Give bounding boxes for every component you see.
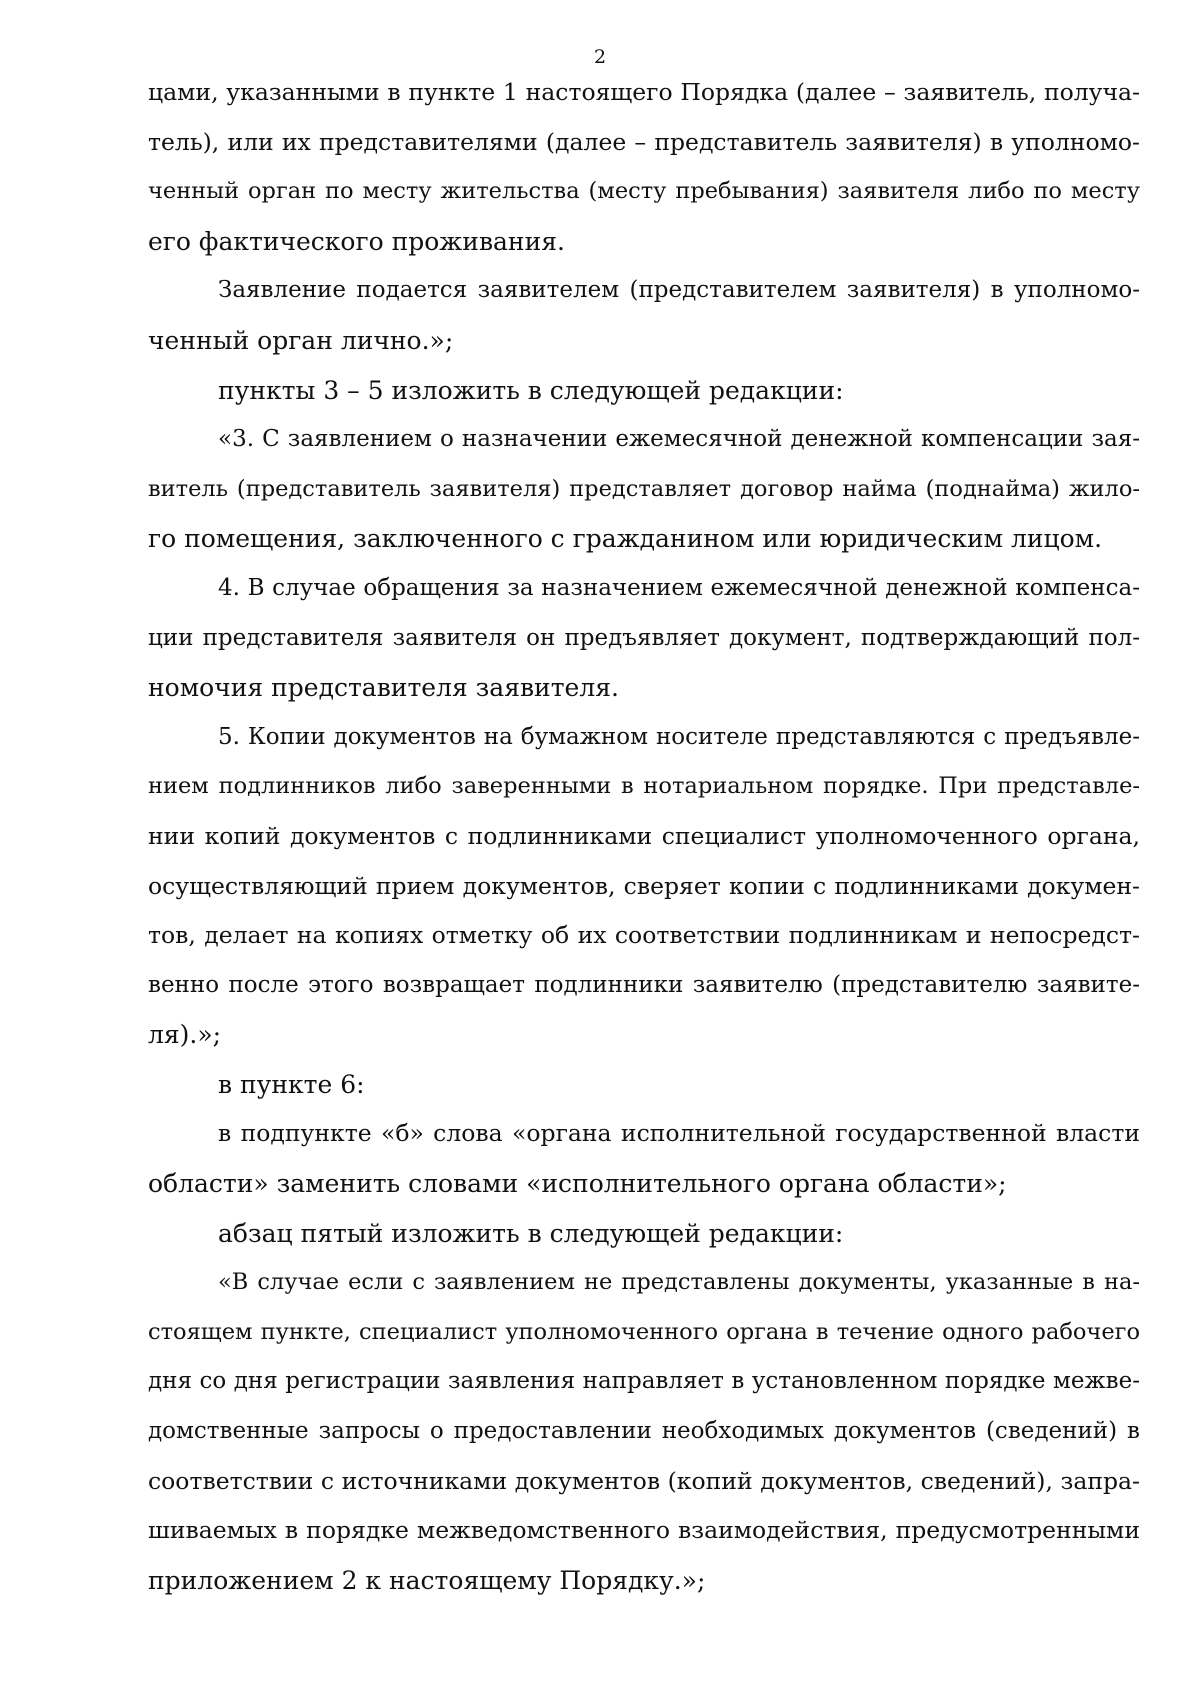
text-line: области» заменить словами «исполнительного органа области»; [148, 1169, 1007, 1199]
text-line: тель), или их представителями (далее – представитель заявителя) в уполномо- [148, 127, 1140, 156]
text-line: Заявление подается заявителем (представителем заявителя) в уполномо- [218, 277, 1140, 304]
text-line: номочия представителя заявителя. [148, 673, 619, 703]
text-line: соответствии с источниками документов (копий документов, сведений), запра- [148, 1466, 1140, 1495]
text-line: в пункте 6: [218, 1069, 365, 1099]
text-line: осуществляющий прием документов, сверяет копии с подлинниками докумен- [148, 871, 1140, 900]
text-line: 4. В случае обращения за назначением ежемесячной денежной компенса- [218, 574, 1140, 601]
text-line: его фактического проживания. [148, 226, 565, 256]
text-line: абзац пятый изложить в следующей редакции: [218, 1218, 844, 1248]
text-line: витель (представитель заявителя) представляет договор найма (поднайма) жило- [148, 475, 1140, 502]
text-line: ции представителя заявителя он предъявляет документ, подтверждающий пол- [148, 624, 1140, 651]
text-line: 5. Копии документов на бумажном носителе представляются с предъявле- [218, 723, 1140, 750]
text-line: нии копий документов с подлинниками специалист уполномоченного органа, [148, 821, 1140, 850]
text-line: в подпункте «б» слова «органа исполнительной государственной власти [218, 1119, 1140, 1148]
text-line: стоящем пункте, специалист уполномоченного органа в течение одного рабочего [148, 1318, 1140, 1345]
text-line: приложением 2 к настоящему Порядку.»; [148, 1565, 706, 1595]
text-line: дня со дня регистрации заявления направляет в установленном порядке межве- [148, 1368, 1140, 1395]
text-line: «3. С заявлением о назначении ежемесячной денежной компенсации зая- [218, 426, 1140, 453]
text-line: «В случае если с заявлением не представлены документы, указанные в на- [218, 1269, 1140, 1296]
page-number: 2 [593, 46, 607, 68]
document-body [148, 68, 1140, 1605]
text-line: тов, делает на копиях отметку об их соответствии подлинникам и непосредст- [148, 921, 1140, 950]
text-line: цами, указанными в пункте 1 настоящего Порядка (далее – заявитель, получа- [148, 78, 1140, 106]
text-line: ченный орган по месту жительства (месту пребывания) заявителя либо по месту [148, 178, 1140, 205]
text-line: нием подлинников либо заверенными в нотариальном порядке. При представле- [148, 773, 1140, 800]
text-line: пункты 3 – 5 изложить в следующей редакции: [218, 375, 844, 405]
text-line: ченный орган лично.»; [148, 325, 454, 355]
text-line: домственные запросы о предоставлении необходимых документов (сведений) в [148, 1418, 1140, 1445]
text-line: ля).»; [148, 1020, 222, 1050]
text-line: шиваемых в порядке межведомственного взаимодействия, предусмотренными [148, 1516, 1140, 1545]
text-line: го помещения, заключенного с гражданином или юридическим лицом. [148, 524, 1103, 554]
text-line: венно после этого возвращает подлинники заявителю (представителю заявите- [148, 971, 1140, 998]
